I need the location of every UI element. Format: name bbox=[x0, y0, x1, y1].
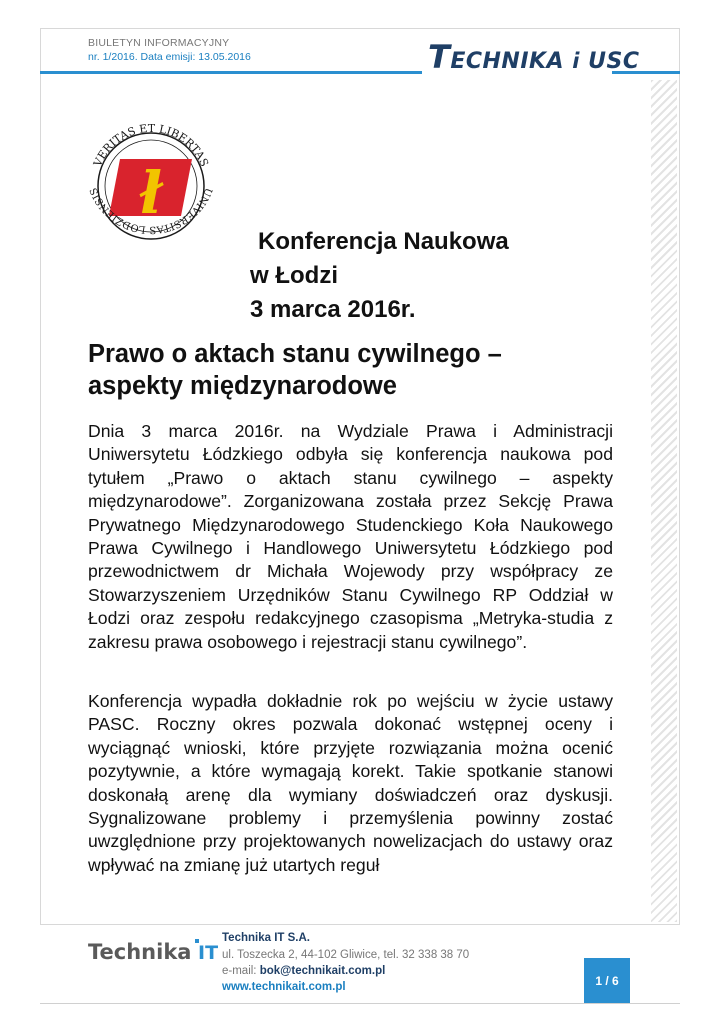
issue-line: nr. 1/2016. Data emisji: 13.05.2016 bbox=[88, 51, 251, 63]
article-paragraph-2: Konferencja wypadła dokładnie rok po wejściu w życie ustawy PASC. Roczny okres pozwala dokonać wstępnej oceny i wyciągnąć wnioski, które przyjęte rozwiązania można ocenić pozytywnie, a które wymagają korekt. Takie spotkanie stanowi doskonałą arenę dla wymiany doświadczeń oraz dyskusji. Sygnalizowane problemy i przemyślenia powinny zostać uwzględnione przy projektowanych nowelizacjach do ustawy oraz wpływać na zmianę już utartych reguł bbox=[88, 691, 613, 875]
conference-line-2: w Łodzi bbox=[250, 262, 338, 289]
footer-email-link[interactable]: bok@technikait.com.pl bbox=[259, 965, 386, 977]
article-paragraph-1: Dnia 3 marca 2016r. na Wydziale Prawa i Administracji Uniwersytetu Łódzkiego odbyła się konferencja naukowa pod tytułem „Prawo o aktach stanu cywilnego – aspekty międzynarodowe”. Zorganizowana została przez Sekcję Prawa Prywatnego Międzynarodowego Studenckiego Koła Naukowego Prawa Cywilnego i Handlowego Uniwersytetu Łódzkiego pod przewodnictwem dr Michała Wojewody przy współpracy ze Stowarzyszeniem Urzędników Stanu Cywilnego RP Oddział w Łodzi oraz zespołu redakcyjnego czasopisma „Metryka-studia z zakresu prawa osobowego i rejestracji stanu cywilnego”. bbox=[88, 421, 613, 652]
technika-it-logo bbox=[88, 936, 220, 968]
decorative-stripes bbox=[651, 80, 677, 922]
footer-address: ul. Toszecka 2, 44-102 Gliwice, tel. 32 338 38 70 bbox=[222, 949, 470, 961]
brand-logo bbox=[428, 38, 640, 76]
brand-connector: i bbox=[572, 49, 580, 73]
headline-line-1: Prawo o aktach stanu cywilnego – bbox=[88, 340, 502, 368]
brand-initial: T bbox=[428, 38, 451, 76]
article-headline bbox=[88, 338, 648, 402]
bulletin-title: BIULETYN INFORMACYJNY bbox=[88, 37, 230, 49]
seal-text-bottom: UNIVERSITAS LODZIENSIS bbox=[88, 185, 214, 235]
footer-rule bbox=[40, 1003, 680, 1004]
seal-letter: ł bbox=[139, 159, 163, 227]
brand-rest: ECHNIKA bbox=[450, 49, 565, 74]
headline-line-2: aspekty międzynarodowe bbox=[88, 372, 397, 400]
footer-email-line bbox=[222, 965, 385, 977]
footer-company: Technika IT S.A. bbox=[222, 932, 310, 944]
header-rule-left bbox=[40, 71, 422, 74]
footer-website-link[interactable]: www.technikait.com.pl bbox=[222, 981, 346, 993]
seal-text-top: VERITAS ET LIBERTAS bbox=[91, 121, 211, 169]
university-seal-logo bbox=[80, 115, 222, 257]
brand-suffix: USC bbox=[588, 49, 640, 74]
conference-title bbox=[250, 225, 509, 327]
footer-logo-suffix: IT bbox=[198, 942, 219, 964]
footer-logo-text: Technika bbox=[88, 940, 192, 964]
footer-email-label: e-mail: bbox=[222, 965, 257, 977]
page-number: 1 / 6 bbox=[584, 958, 630, 1004]
conference-line-1: Konferencja Naukowa bbox=[258, 228, 509, 255]
conference-line-3: 3 marca 2016r. bbox=[250, 296, 416, 323]
